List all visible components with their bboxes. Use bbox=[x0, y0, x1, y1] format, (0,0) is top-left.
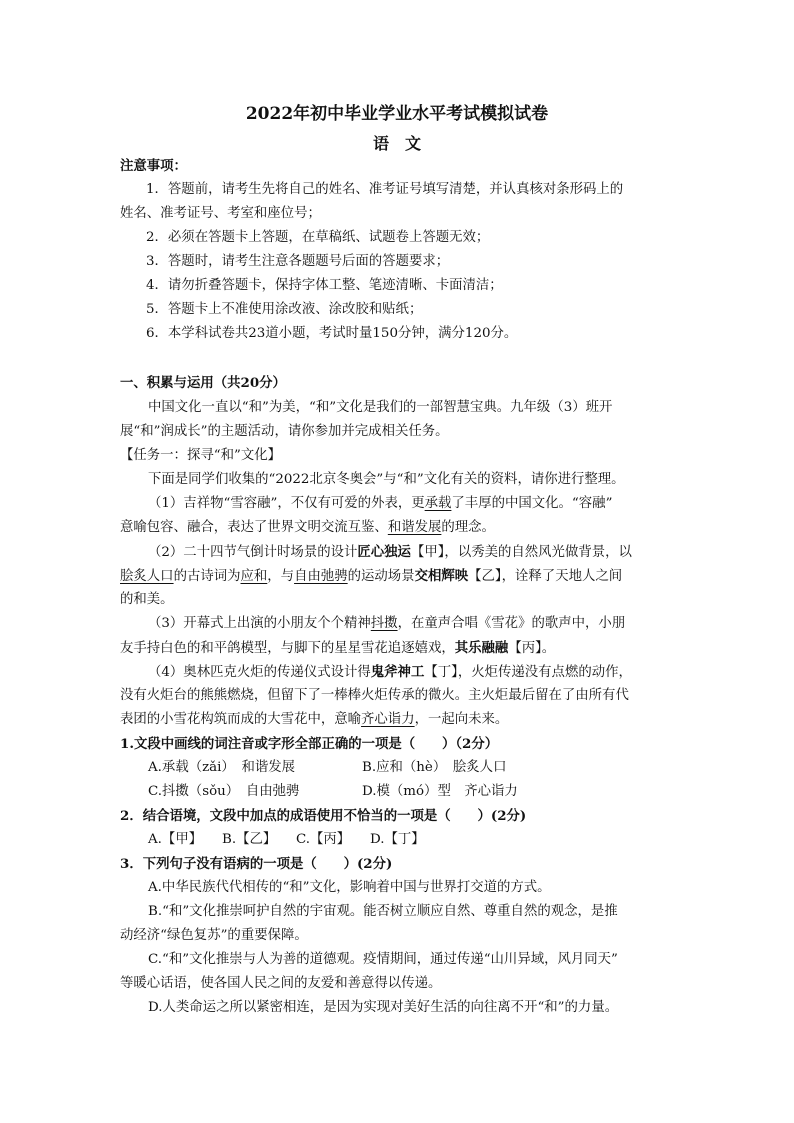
underlined-word: 齐心诣力 bbox=[361, 712, 415, 727]
para2-line3: 的和美。 bbox=[120, 592, 174, 607]
q2-option-a: A.【甲】 bbox=[148, 832, 203, 847]
underlined-word: 应和 bbox=[240, 569, 268, 584]
para2-line2: 脍炙人口的古诗词为应和，与自由弛骋的运动场景交相辉映【乙】，诠释了天地人之间 bbox=[120, 568, 623, 584]
q2-option-b: B.【乙】 bbox=[222, 832, 277, 847]
exam-title: 2022年初中毕业学业水平考试模拟试卷 bbox=[245, 104, 549, 124]
underlined-word: 和谐发展 bbox=[387, 520, 442, 535]
para3-line2: 友手持白色的和平鸽模型，与脚下的星星雪花追逐嬉戏，其乐融融【丙】。 bbox=[120, 640, 556, 656]
dotted-idiom: 鬼斧神工 bbox=[370, 664, 425, 680]
notice-line: 1．答题前，请考生先将自己的姓名、准考证号填写清楚，并认真核对条形码上的 bbox=[146, 182, 624, 197]
notice-line: 2．必须在答题卡上答题，在草稿纸、试题卷上答题无效； bbox=[146, 230, 490, 245]
q1-option-c: C.抖擞（sǒu） 自由弛骋 bbox=[148, 784, 300, 799]
section-intro-line: 展“和”润成长”的主题活动，请你参加并完成相关任务。 bbox=[120, 424, 449, 439]
notice-heading: 注意事项： bbox=[120, 158, 187, 174]
notice-line: 6．本学科试卷共23道小题，考试时量150分钟，满分120分。 bbox=[146, 326, 518, 341]
q3-option-b-cont: 动经济“绿色复苏”的重要保障。 bbox=[120, 928, 308, 943]
q1-option-b: B.应和（hè） 脍炙人口 bbox=[362, 760, 507, 775]
q3-option-b: B.“和”文化推崇呵护自然的宇宙观。能否树立顺应自然、尊重自然的观念，是推 bbox=[148, 904, 618, 919]
notice-line: 姓名、准考证号、考室和座位号； bbox=[120, 206, 321, 221]
q3-option-a: A.中华民族代代相传的“和”文化，影响着中国与世界打交道的方式。 bbox=[148, 880, 551, 895]
q2-option-c: C.【丙】 bbox=[296, 832, 351, 847]
section-intro-line: 中国文化一直以“和”为美，“和”文化是我们的一部智慧宝典。九年级（3）班开 bbox=[148, 400, 613, 415]
para4-line1: （4）奥林匹克火炬的传递仪式设计得鬼斧神工【丁】，火炬传递没有点燃的动作， bbox=[148, 664, 632, 680]
para4-line3: 表团的小雪花构筑而成的大雪花中，意喻齐心诣力，一起向未来。 bbox=[120, 712, 509, 727]
underlined-word: 脍炙人口 bbox=[120, 569, 174, 584]
notice-line: 3．答题时，请考生注意各题题号后面的答题要求； bbox=[146, 254, 450, 269]
underlined-word: 承载 bbox=[424, 496, 452, 511]
para1-line1: （1）吉祥物“雪容融”，不仅有可爱的外表，更承载了丰厚的中国文化。“容融” bbox=[148, 496, 613, 511]
subject-title: 语 文 bbox=[372, 134, 421, 153]
underlined-word: 抖擞 bbox=[370, 616, 398, 631]
para2-line1: （2）二十四节气倒计时场景的设计匠心独运【甲】，以秀美的自然风光做背景，以 bbox=[148, 544, 632, 560]
para3-line1: （3）开幕式上出演的小朋友个个精神抖擞，在童声合唱《雪花》的歌声中，小朋 bbox=[148, 616, 626, 631]
task-intro: 下面是同学们收集的“2022北京冬奥会”与“和”文化有关的资料，请你进行整理。 bbox=[148, 472, 625, 487]
question-2-stem: 2．结合语境，文段中加点的成语使用不恰当的一项是（ ）(2分) bbox=[120, 808, 527, 824]
dotted-idiom: 交相辉映 bbox=[414, 568, 469, 584]
section-heading: 一、积累与运用（共20分） bbox=[120, 375, 286, 391]
q3-option-c: C.“和”文化推崇与人为善的道德观。疫情期间，通过传递“山川异域，风月同天” bbox=[148, 952, 618, 967]
q3-option-c-cont: 等暖心话语，使各国人民之间的友爱和善意得以传递。 bbox=[120, 976, 442, 991]
para4-line2: 没有火炬台的熊熊燃烧，但留下了一棒棒火炬传承的微火。主火炬最后留在了由所有代 bbox=[120, 688, 629, 703]
underlined-word: 自由弛骋 bbox=[294, 569, 348, 584]
question-1-stem: 1.文段中画线的词注音或字形全部正确的一项是（ ）（2分） bbox=[120, 736, 499, 752]
question-3-stem: 3．下列句子没有语病的一项是（ ）(2分) bbox=[120, 856, 393, 872]
dotted-idiom: 匠心独运 bbox=[357, 544, 411, 560]
q3-option-d: D.人类命运之所以紧密相连，是因为实现对美好生活的向往离不开“和”的力量。 bbox=[148, 1000, 619, 1015]
q1-option-d: D.模（mó）型 齐心诣力 bbox=[362, 784, 518, 799]
dotted-idiom: 其乐融融 bbox=[454, 640, 509, 656]
q1-option-a: A.承载（zǎi） 和谐发展 bbox=[148, 760, 296, 775]
para1-line2: 意喻包容、融合，表达了世界文明交流互鉴、和谐发展的理念。 bbox=[120, 520, 495, 535]
q2-option-d: D.【丁】 bbox=[370, 832, 425, 847]
task-heading: 【任务一：探寻“和”文化】 bbox=[120, 448, 281, 463]
notice-line: 5．答题卡上不准使用涂改液、涂改胶和贴纸； bbox=[146, 302, 423, 317]
notice-line: 4．请勿折叠答题卡，保持字体工整、笔迹清晰、卡面清洁； bbox=[146, 278, 503, 293]
